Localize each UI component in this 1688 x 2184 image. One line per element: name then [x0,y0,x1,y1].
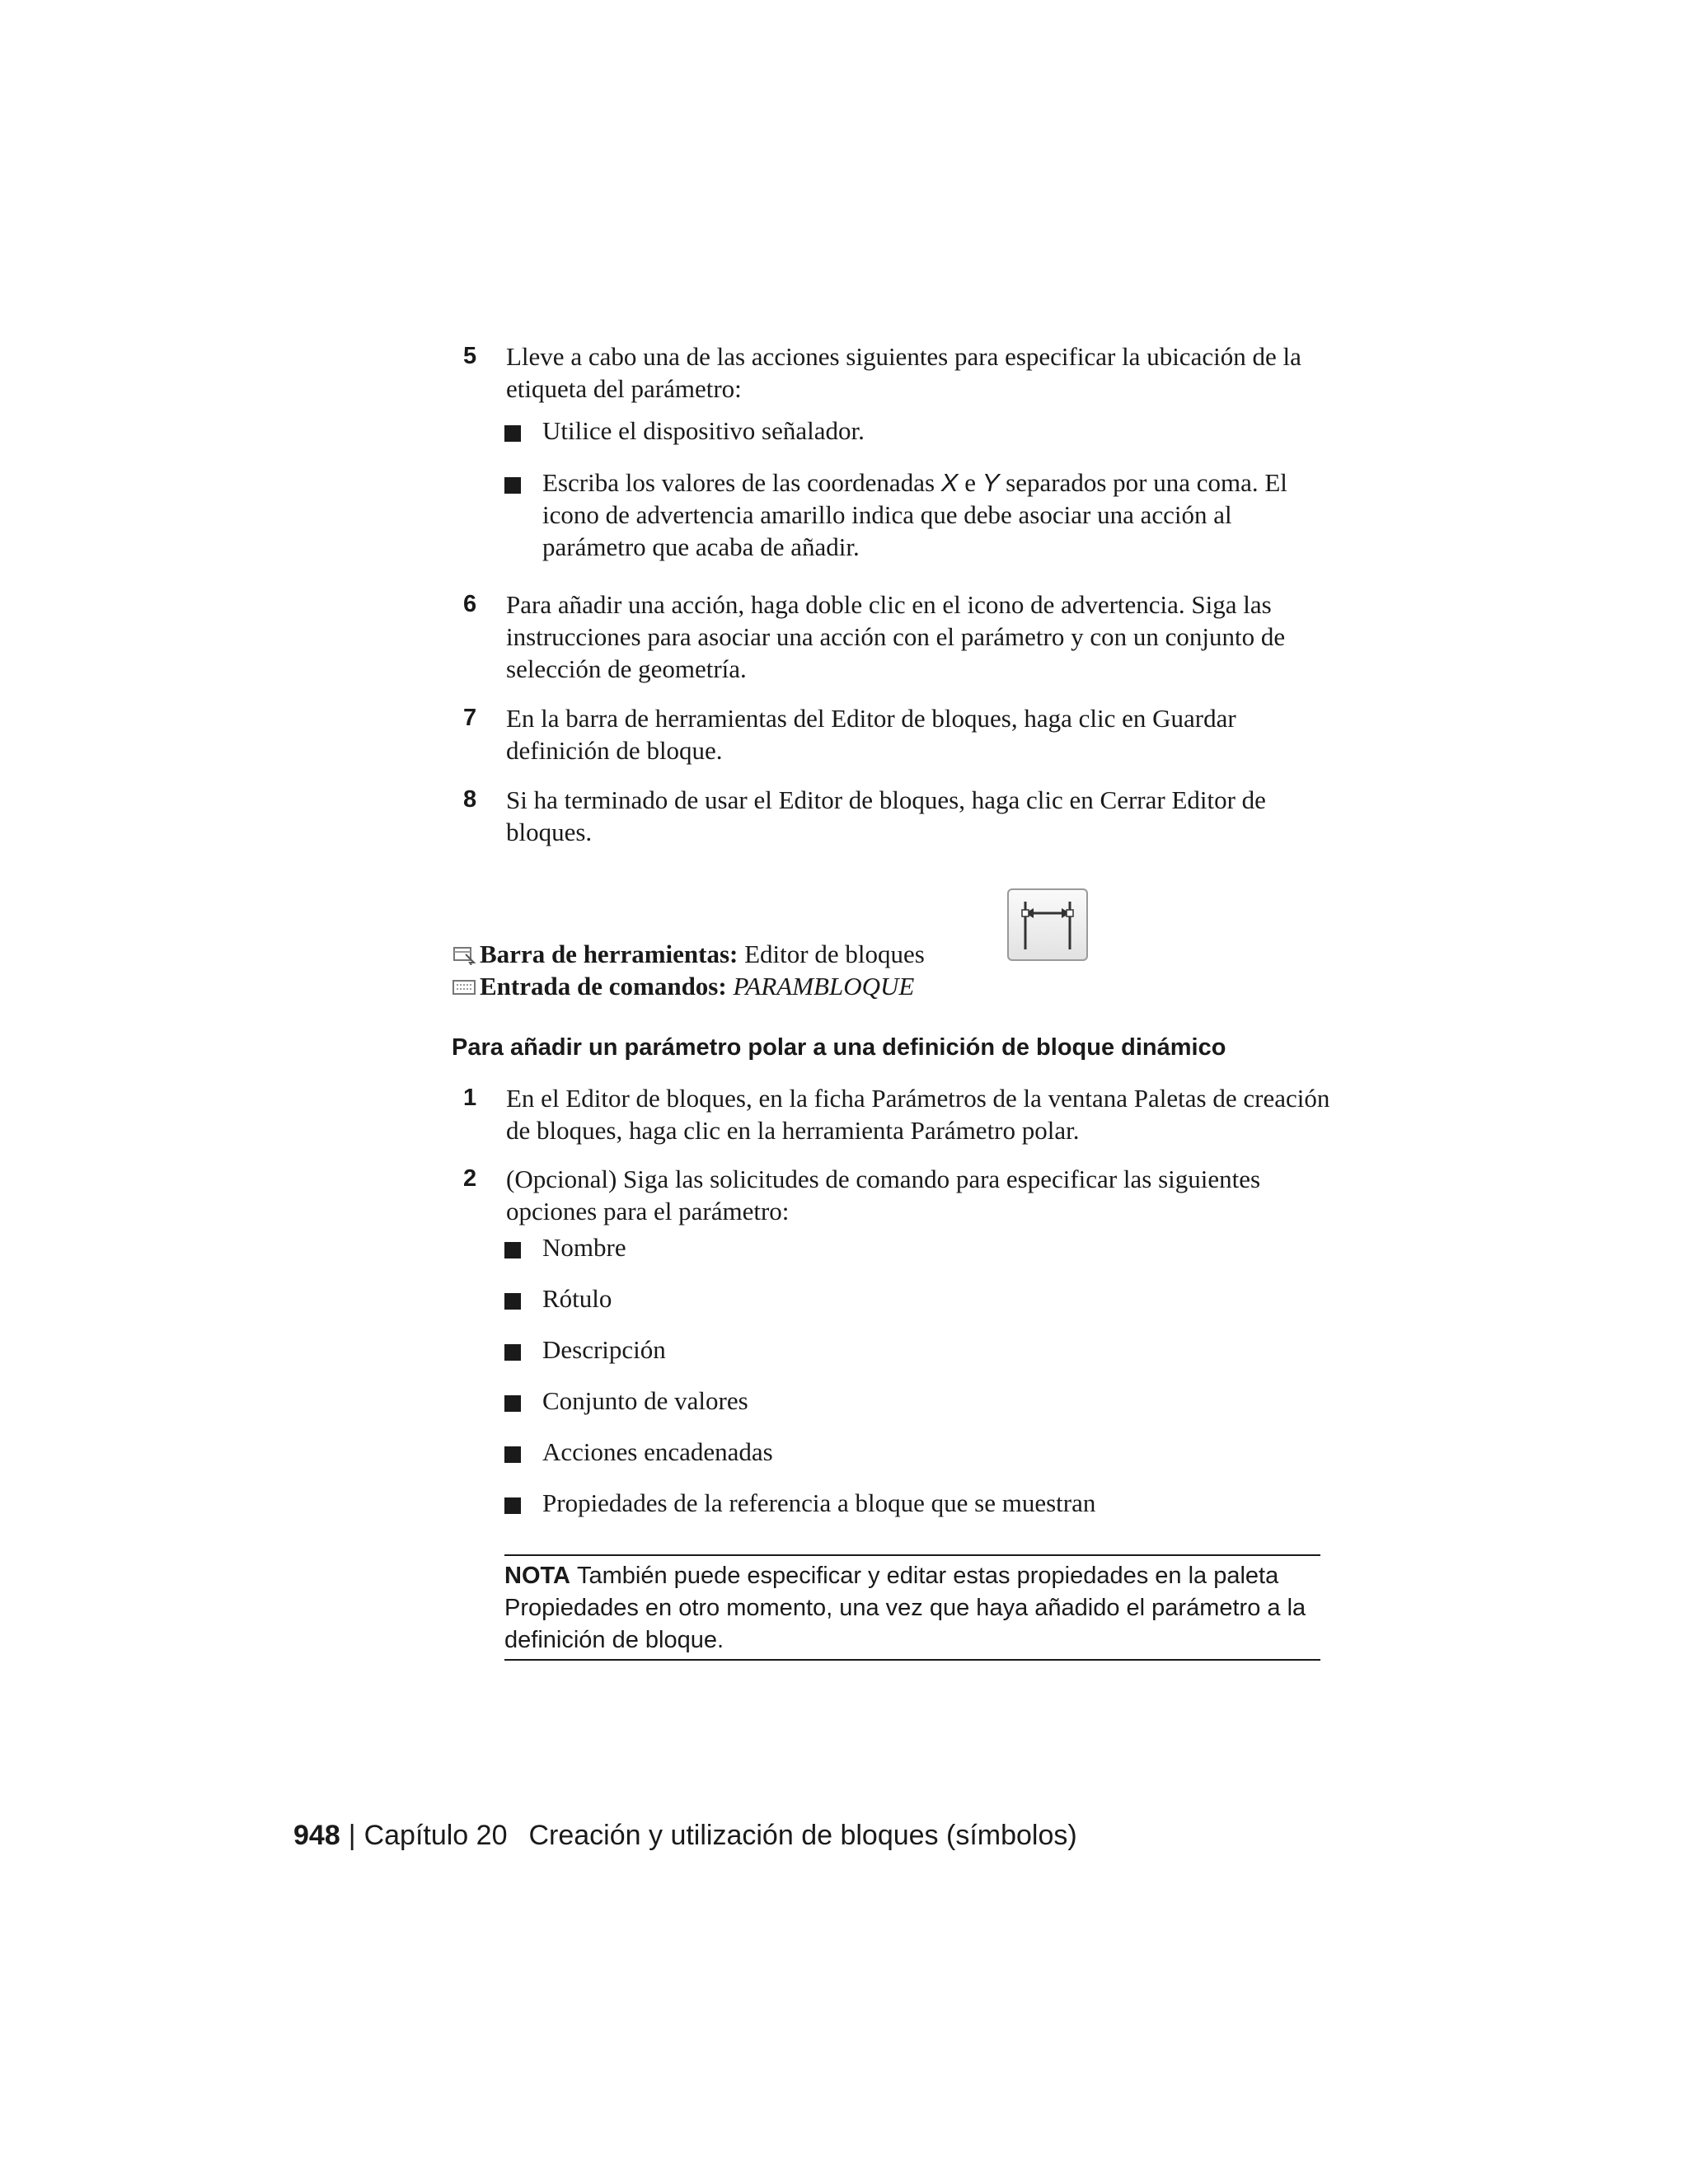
bullet-text: Utilice el dispositivo señalador. [542,416,865,445]
bullet-text-mid: e [958,468,982,497]
command-value: PARAMBLOQUE [733,972,915,1001]
bullet-text: Rótulo [542,1284,612,1313]
bullet-square-icon [504,1446,521,1463]
bullet-square-icon [504,1395,521,1412]
command-label: Entrada de comandos: [480,972,727,1001]
linear-parameter-tool-button[interactable] [1007,888,1088,961]
step-number: 1 [463,1085,477,1111]
bullet-text-post: separados por una coma. El icono de advertencia amarillo indica que debe asociar una acción al parámetro que acaba de añadir. [542,468,1287,561]
toolbar-label: Barra de herramientas: [480,940,738,968]
step-number: 6 [463,591,477,617]
page-footer [293,1817,1077,1854]
step-text: En la barra de herramientas del Editor de bloques, haga clic en Guardar definición de bloque. [506,704,1236,765]
step-text: Para añadir una acción, haga doble clic en el icono de advertencia. Siga las instrucciones para asociar una acción con el parámetro y con un conjunto de selección de geometría. [506,590,1286,683]
procedure-heading: Para añadir un parámetro polar a una definición de bloque dinámico [452,1034,1226,1061]
page-number: 948 [293,1820,340,1851]
bullet-square-icon [504,477,521,494]
bullet-text: Conjunto de valores [542,1386,748,1415]
note-top-rule [504,1554,1320,1556]
toolbar-value: Editor de bloques [744,940,925,968]
step-text: Si ha terminado de usar el Editor de bloques, haga clic en Cerrar Editor de bloques. [506,785,1266,846]
coordinate-x: X [940,468,959,497]
step-number: 8 [463,786,477,813]
step-text: En el Editor de bloques, en la ficha Parámetros de la ventana Paletas de creación de bloques, haga clic en la herramienta Parámetro polar. [506,1084,1330,1145]
note-text: También puede especificar y editar estas propiedades en la paleta Propiedades en otro momento, una vez que haya añadido el parámetro a la definición de bloque. [504,1563,1306,1653]
footer-separator: | [348,1820,356,1851]
chapter-label: Capítulo 20 [363,1820,508,1851]
bullet-text: Descripción [542,1335,666,1364]
bullet-square-icon [504,425,521,442]
note-label: NOTA [504,1563,571,1589]
note-bottom-rule [504,1659,1320,1661]
toolbar-reference [452,938,925,970]
step-number: 2 [463,1165,477,1192]
linear-parameter-icon [1009,890,1086,959]
step-number: 5 [463,343,477,369]
bullet-text: Propiedades de la referencia a bloque que se muestran [542,1488,1096,1517]
step-text: Lleve a cabo una de las acciones siguientes para especificar la ubicación de la etiqueta del parámetro: [506,342,1301,403]
keyboard-icon [452,976,476,997]
command-reference [452,970,914,1002]
bullet-text: Acciones encadenadas [542,1437,773,1466]
note-box [504,1560,1329,1657]
bullet-text-pre: Escriba los valores de las coordenadas [542,468,941,497]
chapter-title: Creación y utilización de bloques (símbolos) [528,1820,1077,1851]
step-text: (Opcional) Siga las solicitudes de comando para especificar las siguientes opciones para el parámetro: [506,1165,1261,1226]
bullet-square-icon [504,1293,521,1310]
toolbar-icon [452,944,476,965]
bullet-text [542,466,1334,563]
step-number: 7 [463,705,477,731]
bullet-square-icon [504,1497,521,1514]
bullet-text: Nombre [542,1233,626,1262]
bullet-square-icon [504,1344,521,1361]
bullet-square-icon [504,1242,521,1258]
coordinate-y: Y [982,468,1000,497]
